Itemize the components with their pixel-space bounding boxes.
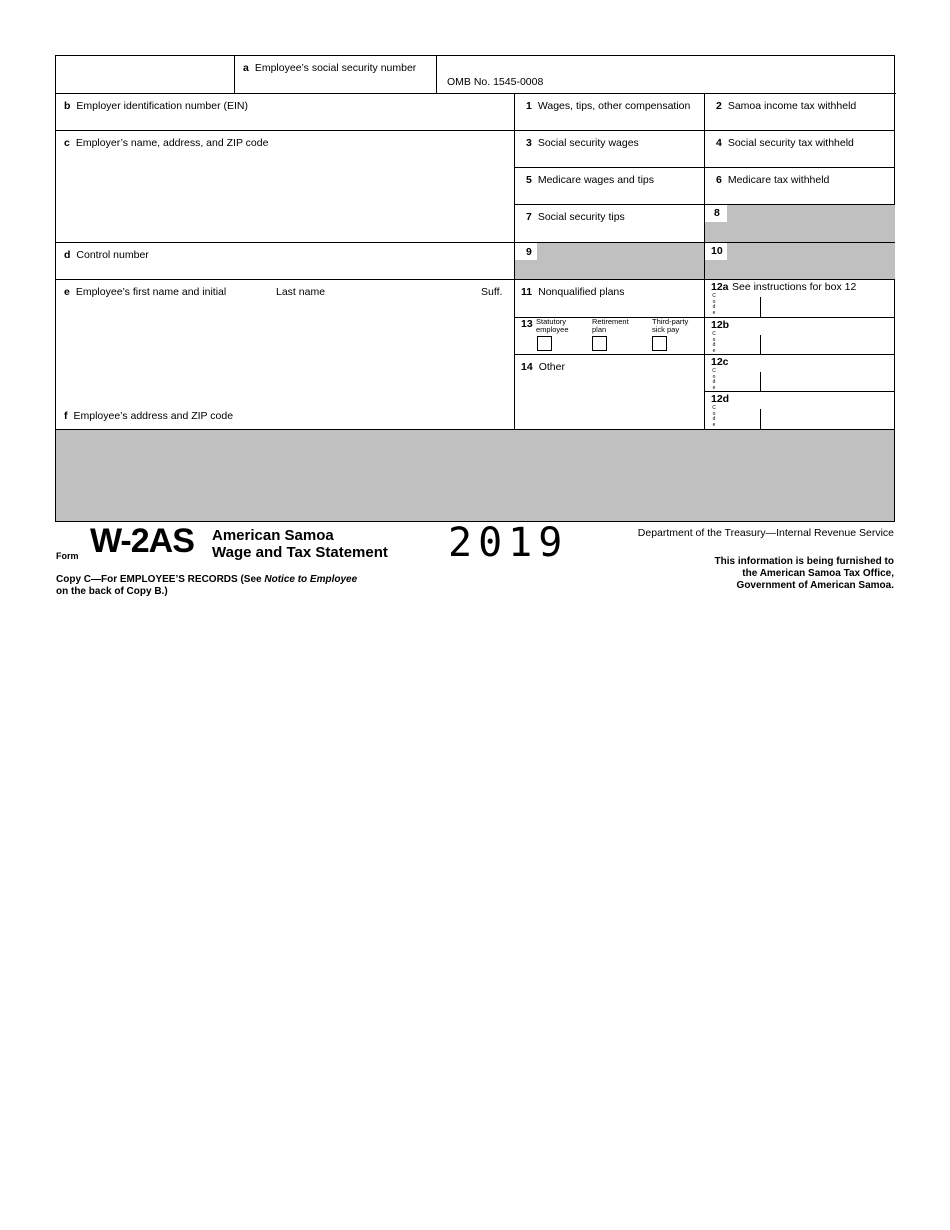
box-a-ssn[interactable] xyxy=(235,56,437,94)
box-b-letter: b xyxy=(64,100,71,112)
form-title-line1: American Samoa xyxy=(212,527,334,544)
third-party-sick-pay-checkbox[interactable] xyxy=(652,336,667,351)
box-12d-code-letters: C o d e xyxy=(712,405,716,428)
box-12b[interactable] xyxy=(705,318,895,355)
furnished-notice xyxy=(715,556,894,592)
box-e-suffix-label: Suff. xyxy=(481,286,503,298)
thirdparty-label-line1: Third-party xyxy=(652,317,689,326)
shaded-bottom-area xyxy=(56,430,894,521)
box-12b-code-letters: C o d e xyxy=(712,331,716,354)
box-12d-number: 12d xyxy=(711,393,730,405)
box-f-label: Employee’s address and ZIP code xyxy=(73,410,234,422)
thirdparty-label-line2: sick pay xyxy=(652,325,680,334)
box-d-letter: d xyxy=(64,249,71,261)
box-3-ss-wages[interactable] xyxy=(515,131,705,168)
box-7-ss-tips[interactable] xyxy=(515,205,705,243)
box-9-number: 9 xyxy=(526,246,532,258)
copy-line1-a: Copy C—For EMPLOYEE’S RECORDS (See xyxy=(56,574,265,585)
box-1-label: Wages, tips, other compensation xyxy=(537,100,691,112)
box-14-other[interactable] xyxy=(515,355,705,430)
box-1-number: 1 xyxy=(526,100,532,112)
retirement-label-line1: Retirement xyxy=(592,317,629,326)
box-a-label: Employee’s social security number xyxy=(254,62,417,74)
box-7-label: Social security tips xyxy=(537,211,625,223)
irs-department-text: Department of the Treasury—Internal Revenue Service xyxy=(637,527,894,539)
tax-year-text: 2019 xyxy=(448,520,569,566)
box-f-letter: f xyxy=(64,410,68,422)
copy-designation xyxy=(56,574,357,598)
form-word-text: Form xyxy=(56,551,79,561)
box-5-medicare-wages[interactable] xyxy=(515,168,705,205)
box-12b-number: 12b xyxy=(711,319,730,331)
box-6-medicare-tax[interactable] xyxy=(705,168,895,205)
box-12c-number: 12c xyxy=(711,356,729,368)
form-id-text: W-2AS xyxy=(90,522,194,560)
box-7-number: 7 xyxy=(526,211,532,223)
box-12d-divider xyxy=(760,409,761,430)
box-12b-divider xyxy=(760,335,761,355)
furnished-line1: This information is being furnished to xyxy=(714,556,894,567)
box-2-label: Samoa income tax withheld xyxy=(727,100,857,112)
furnished-line2: the American Samoa Tax Office, xyxy=(742,568,894,579)
omb-number: OMB No. 1545-0008 xyxy=(447,76,544,88)
box-12c-divider xyxy=(760,372,761,392)
box-e-letter: e xyxy=(64,286,70,298)
box-4-number: 4 xyxy=(716,137,722,149)
box-2-number: 2 xyxy=(716,100,722,112)
box-12a-divider xyxy=(760,297,761,317)
box-9-shaded xyxy=(515,243,705,280)
box-13-number: 13 xyxy=(521,318,533,330)
box-e-last-name-label: Last name xyxy=(276,286,326,298)
box-12c[interactable] xyxy=(705,355,895,392)
copy-line1 xyxy=(56,574,357,586)
statutory-label-line2: employee xyxy=(536,325,569,334)
statutory-employee-checkbox[interactable] xyxy=(537,336,552,351)
box-8-shaded xyxy=(705,205,895,243)
box-4-label: Social security tax withheld xyxy=(727,137,854,149)
retirement-plan-label xyxy=(592,318,629,334)
furnished-line3: Government of American Samoa. xyxy=(736,580,894,591)
statutory-employee-label xyxy=(536,318,569,334)
box-11-label: Nonqualified plans xyxy=(538,286,625,298)
box-6-label: Medicare tax withheld xyxy=(727,174,830,186)
box-5-number: 5 xyxy=(526,174,532,186)
box-12d[interactable] xyxy=(705,392,895,430)
box-c-employer-name[interactable] xyxy=(56,131,515,243)
box-2-samoa-tax[interactable] xyxy=(705,94,895,131)
form-word xyxy=(56,546,79,564)
box-13-checkboxes xyxy=(515,318,705,355)
form-title-line2: Wage and Tax Statement xyxy=(212,544,388,561)
form-id xyxy=(90,522,194,561)
box-1-wages[interactable] xyxy=(515,94,705,131)
box-3-number: 3 xyxy=(526,137,532,149)
third-party-sick-pay-label xyxy=(652,318,688,334)
retirement-label-line2: plan xyxy=(592,325,607,334)
box-6-number: 6 xyxy=(716,174,722,186)
box-12a-code-letters: C o d e xyxy=(712,293,716,316)
box-4-ss-tax[interactable] xyxy=(705,131,895,168)
box-12a-number: 12a xyxy=(711,281,729,293)
box-14-number: 14 xyxy=(521,361,533,373)
box-e-f-employee[interactable] xyxy=(56,280,515,430)
box-d-control-number[interactable] xyxy=(56,243,515,280)
tax-year xyxy=(448,520,568,566)
box-d-label: Control number xyxy=(76,249,149,261)
box-5-label: Medicare wages and tips xyxy=(537,174,654,186)
box-a-letter: a xyxy=(243,62,249,74)
box-f xyxy=(64,410,233,422)
box-14-label: Other xyxy=(538,361,565,373)
box-3-label: Social security wages xyxy=(537,137,639,149)
copy-line2: on the back of Copy B.) xyxy=(56,586,168,597)
form-title xyxy=(212,527,388,561)
box-b-label: Employer identification number (EIN) xyxy=(76,100,248,112)
box-11-nonqualified[interactable] xyxy=(515,280,705,318)
box-12c-code-letters: C o d e xyxy=(712,368,716,391)
copy-line1-italic: Notice to Employee xyxy=(264,574,358,585)
box-12a-label: See instructions for box 12 xyxy=(732,281,857,293)
statutory-label-line1: Statutory xyxy=(536,317,567,326)
box-11-number: 11 xyxy=(521,286,533,298)
box-c-label: Employer’s name, address, and ZIP code xyxy=(75,137,269,149)
irs-department xyxy=(638,527,894,539)
box-c-letter: c xyxy=(64,137,70,149)
box-e-label: Employee’s first name and initial xyxy=(75,286,227,298)
retirement-plan-checkbox[interactable] xyxy=(592,336,607,351)
w2as-form-grid xyxy=(55,55,895,522)
box-12a[interactable] xyxy=(705,280,895,318)
box-10-number: 10 xyxy=(711,245,723,257)
blank-top-left-box[interactable] xyxy=(56,56,235,94)
box-10-shaded xyxy=(705,243,895,280)
box-8-number: 8 xyxy=(714,207,720,219)
omb-box xyxy=(437,56,896,94)
box-b-ein[interactable] xyxy=(56,94,515,131)
